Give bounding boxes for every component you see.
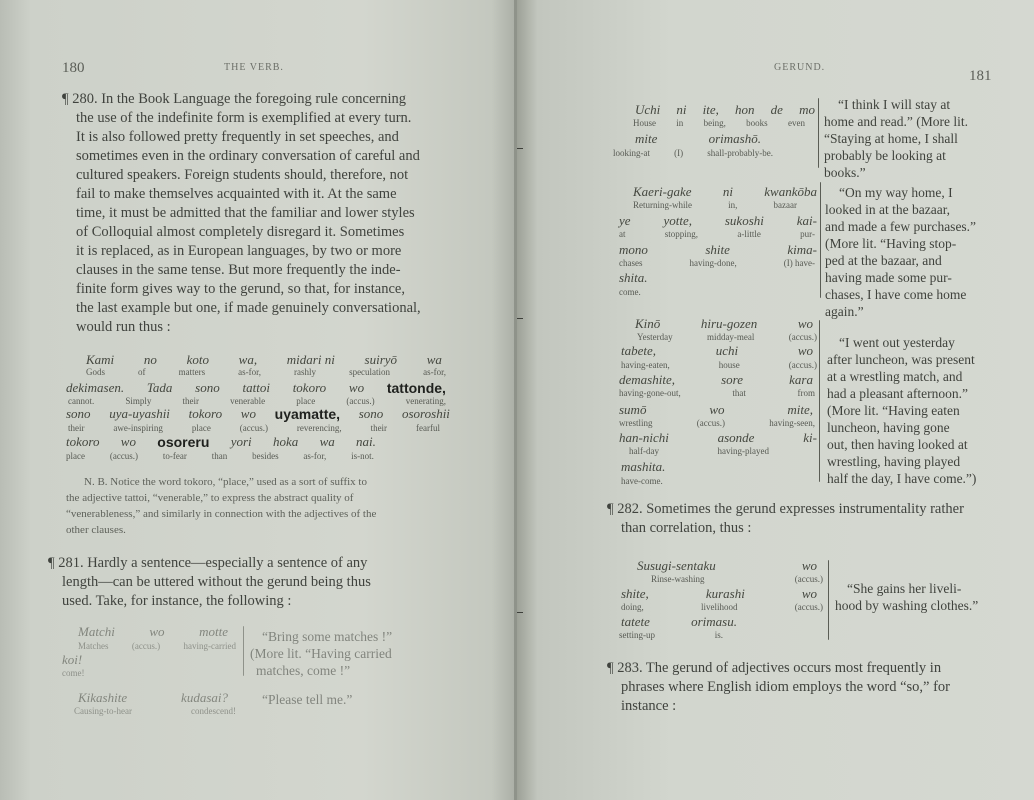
p282-line: than correlation, thus : — [621, 520, 752, 536]
jp-word: orimasu. — [691, 614, 737, 629]
jp-word: hoka — [272, 434, 299, 449]
gloss-word: having-gone-out, — [619, 388, 681, 398]
jp-word: nai. — [356, 434, 376, 449]
exC-gloss-line — [637, 332, 817, 342]
jp-word: wo — [709, 402, 725, 417]
p280-line: would run thus : — [76, 319, 171, 335]
jp-word: koto — [186, 352, 209, 367]
bracket — [828, 560, 829, 640]
jp-word: kai- — [796, 213, 817, 228]
jp-word: wo — [801, 558, 817, 573]
gloss-word: as-for, — [238, 367, 261, 377]
jp-word: Kikashite — [78, 690, 128, 705]
example1-gloss-line — [66, 451, 374, 461]
jp-word: yori — [230, 434, 252, 449]
example3-japanese-line — [78, 690, 228, 706]
p280-line: It is also followed pretty frequently in set speeches, and — [76, 129, 399, 145]
exC-japanese-line — [619, 402, 813, 418]
bracket — [819, 320, 820, 482]
gloss-word: (accus.) — [346, 396, 375, 406]
exA-translation — [824, 96, 1000, 181]
right-page — [517, 0, 1034, 800]
jp-word: hon — [735, 102, 755, 117]
gloss-word: (I) — [674, 148, 684, 158]
jp-word: wo — [348, 380, 365, 395]
exD-japanese-line — [621, 614, 737, 630]
jp-word: wa — [319, 434, 335, 449]
gloss-word: besides — [252, 451, 279, 461]
exB-gloss-line — [619, 287, 679, 297]
gloss-word: Matches — [78, 641, 109, 651]
example1-japanese-line — [66, 406, 450, 422]
gloss-word: from — [797, 388, 815, 398]
p280-line: time, it must be admitted that the familiar and lower styles — [76, 205, 415, 221]
translation-line: “Staying at home, I shall — [824, 131, 958, 146]
jp-word-bold: osoreru — [157, 434, 210, 450]
jp-word: kurashi — [705, 586, 745, 601]
gloss-word: (accus.) — [794, 574, 823, 584]
jp-word: sono — [195, 380, 220, 395]
example1-japanese-line — [66, 434, 376, 450]
jp-word: tokoro — [292, 380, 327, 395]
exC-japanese-line — [619, 372, 813, 388]
gloss-word: Yesterday — [637, 332, 673, 342]
translation-line: “I think I will stay at — [838, 97, 951, 112]
exB-japanese-line — [619, 242, 817, 258]
translation-line: “I went out yesterday — [839, 335, 955, 350]
gloss-word: having-eaten, — [621, 360, 670, 370]
paragraph-280 — [62, 90, 452, 337]
translation-line: “On my way home, I — [839, 185, 953, 200]
jp-word: Kami — [86, 352, 115, 367]
exC-japanese-line — [635, 316, 813, 332]
gloss-word: their — [182, 396, 200, 406]
jp-word: mono — [619, 242, 648, 257]
gloss-word: (I) have- — [783, 258, 815, 268]
jp-word: demashite, — [619, 372, 675, 387]
jp-word: ni — [722, 184, 733, 199]
exD-gloss-line — [621, 602, 823, 612]
nb-line: “venerableness,” and similarly in connection with the adjectives of the — [66, 508, 377, 520]
gloss-word: rashly — [294, 367, 317, 377]
jp-word: sore — [721, 372, 744, 387]
gloss-word: Gods — [86, 367, 106, 377]
jp-word: uchi — [715, 343, 739, 358]
gloss-word: (accus.) — [788, 360, 817, 370]
jp-word: hiru-gozen — [700, 316, 758, 331]
translation-line: wrestling, having played — [827, 454, 961, 469]
jp-word: ni — [676, 102, 687, 117]
jp-word: mashita. — [621, 459, 666, 474]
gloss-word: (accus.) — [696, 418, 725, 428]
gloss-word: (accus.) — [239, 423, 268, 433]
binding-stitch — [517, 318, 523, 319]
exC-japanese-line — [621, 459, 701, 475]
gloss-word: a-little — [737, 229, 761, 239]
translation-line: after luncheon, was present — [827, 352, 975, 367]
gloss-word: Simply — [125, 396, 152, 406]
exB-gloss-line — [619, 229, 815, 239]
example2-japanese-line — [78, 624, 228, 640]
exB-translation — [825, 184, 1003, 320]
p281-line: ¶ 281. Hardly a sentence—especially a sentence of any — [48, 555, 368, 571]
p282-line: ¶ 282. Sometimes the gerund expresses instrumentality rather — [607, 501, 964, 517]
gloss-word: as-for, — [303, 451, 327, 461]
translation-line: chases, I have come home — [825, 287, 967, 302]
example1-gloss-line — [86, 367, 446, 377]
translation-line: (More lit. “Having stop- — [825, 236, 957, 251]
gloss-word: looking-at — [613, 148, 650, 158]
binding-stitch — [517, 148, 523, 149]
gloss-word: place — [296, 396, 316, 406]
translation-line: had a pleasant afternoon.” — [827, 386, 968, 401]
gloss-word: is-not. — [351, 451, 374, 461]
p280-line: ¶ 280. In the Book Language the foregoing rule concerning — [62, 91, 406, 107]
exA-gloss-line — [613, 148, 773, 158]
p283-line: instance : — [621, 698, 677, 714]
gloss-word: (accus.) — [788, 332, 817, 342]
jp-word: tokoro — [66, 434, 100, 449]
jp-word: Kaeri-gake — [633, 184, 692, 199]
jp-word: mo — [799, 102, 815, 117]
running-head-right: GERUND. — [774, 62, 826, 73]
translation-line: out, then having looked at — [827, 437, 968, 452]
translation-line: books.” — [824, 165, 866, 180]
gloss-word: as-for, — [423, 367, 446, 377]
gloss-word: have-come. — [621, 476, 663, 486]
jp-word: shita. — [619, 270, 648, 285]
translation-line: home and read.” (More lit. — [824, 114, 968, 129]
jp-word: Matchi — [78, 624, 115, 639]
jp-word: sono — [358, 406, 384, 421]
translation-line: ped at the bazaar, and — [825, 253, 942, 268]
jp-word: Kinō — [635, 316, 661, 331]
gloss-word: having-done, — [689, 258, 737, 268]
jp-word: koi! — [62, 652, 83, 667]
jp-word: wo — [240, 406, 256, 421]
jp-word: ki- — [803, 430, 817, 445]
exC-gloss-line — [619, 418, 815, 428]
translation-line: luncheon, having gone — [827, 420, 950, 435]
exC-gloss-line — [621, 360, 817, 370]
gloss-word: doing, — [621, 602, 644, 612]
jp-word-bold: uyamatte, — [274, 406, 341, 422]
example1-gloss-line — [68, 396, 446, 406]
gloss-word: place — [191, 423, 211, 433]
jp-word: wo — [149, 624, 165, 639]
gloss-word: at — [619, 229, 626, 239]
example2-japanese-line — [62, 652, 122, 668]
jp-word: shite, — [621, 586, 649, 601]
exB-japanese-line — [633, 184, 817, 200]
gloss-word: place — [66, 451, 85, 461]
jp-word: yotte, — [663, 213, 692, 228]
paragraph-282 — [607, 500, 1009, 538]
p281-line: length—can be uttered without the gerund being thus — [62, 574, 371, 590]
gloss-word: venerable — [230, 396, 266, 406]
gloss-word: reverencing, — [296, 423, 342, 433]
jp-word: mite — [635, 131, 658, 146]
translation-line: (More lit. “Having carried — [250, 646, 392, 661]
gloss-word: come! — [62, 668, 85, 678]
gloss-word: shall-probably-be. — [707, 148, 773, 158]
gloss-word: in — [676, 118, 684, 128]
jp-word: tatete — [621, 614, 650, 629]
gloss-word: midday-meal — [706, 332, 755, 342]
gloss-word: even — [787, 118, 805, 128]
jp-word: tattoi — [242, 380, 270, 395]
exD-translation — [835, 580, 1011, 614]
translation-line: “She gains her liveli- — [847, 581, 962, 596]
exB-japanese-line — [619, 270, 679, 286]
gloss-word: Rinse-washing — [651, 574, 705, 584]
gloss-word: speculation — [349, 367, 391, 377]
p280-line: the use of the indefinite form is exemplified at every turn. — [76, 110, 412, 126]
jp-word: asonde — [717, 430, 755, 445]
p280-line: sometimes even in the ordinary conversation of careful and — [76, 148, 420, 164]
nb-line: the adjective tattoi, “venerable,” to express the abstract quality of — [66, 492, 354, 504]
jp-word: orimashō. — [708, 131, 761, 146]
translation-line: matches, come !” — [256, 663, 351, 678]
example3-translation: “Please tell me.” — [262, 692, 353, 707]
binding-stitch — [517, 612, 523, 613]
exA-japanese-line — [635, 102, 815, 118]
jp-word: wa — [426, 352, 442, 367]
page-number-left: 180 — [62, 60, 85, 76]
gloss-word: books — [746, 118, 768, 128]
jp-word: ite, — [702, 102, 719, 117]
p280-line: the last example but one, if made genuinely conversational, — [76, 300, 421, 316]
gloss-word: setting-up — [619, 630, 655, 640]
example2-gloss-line — [78, 641, 236, 651]
jp-word: tabete, — [621, 343, 657, 358]
jp-word: mite, — [787, 402, 813, 417]
gloss-word: half-day — [629, 446, 659, 456]
gloss-word: having-seen, — [769, 418, 815, 428]
jp-word: midari ni — [286, 352, 335, 367]
gloss-word: condescend! — [191, 706, 236, 716]
jp-word: sukoshi — [724, 213, 764, 228]
translation-line: looked in at the bazaar, — [825, 202, 951, 217]
exA-gloss-line — [633, 118, 805, 128]
p280-line: of Colloquial almost completely disregard it. Sometimes — [76, 224, 405, 240]
exD-japanese-line — [637, 558, 817, 574]
jp-word: tokoro — [188, 406, 223, 421]
jp-word: han-nichi — [619, 430, 669, 445]
gloss-word: pur- — [800, 229, 815, 239]
exC-japanese-line — [621, 343, 813, 359]
translation-line: hood by washing clothes.” — [835, 598, 979, 613]
gloss-word: their — [68, 423, 85, 433]
p280-line: it is replaced, as in European languages, by two or more — [76, 243, 402, 259]
gloss-word: house — [718, 360, 740, 370]
jp-word: kara — [789, 372, 813, 387]
example2-translation — [250, 628, 450, 679]
example1-japanese-line — [86, 352, 442, 368]
exD-japanese-line — [621, 586, 817, 602]
example2-gloss-line — [62, 668, 122, 678]
exC-gloss-line — [619, 388, 815, 398]
p283-line: phrases where English idiom employs the word “so,” for — [621, 679, 950, 695]
page-number-right: 181 — [969, 68, 992, 84]
p280-line: fail to make themselves acquainted with it. At the same — [76, 186, 397, 202]
gloss-word: (accus.) — [109, 451, 139, 461]
jp-word: wo — [797, 343, 813, 358]
gloss-word: venerating, — [405, 396, 446, 406]
translation-line: and made a few purchases.” — [825, 219, 977, 234]
jp-word: Tada — [146, 380, 173, 395]
p280-line: cultured speakers. Foreign students should, therefore, not — [76, 167, 409, 183]
jp-word: motte — [199, 624, 228, 639]
exB-gloss-line — [619, 258, 815, 268]
gloss-word: (accus.) — [794, 602, 823, 612]
translation-line: “Bring some matches !” — [262, 629, 393, 644]
gloss-word: their — [370, 423, 388, 433]
gloss-word: is. — [714, 630, 723, 640]
gloss-word: having-played — [717, 446, 769, 456]
example1-gloss-line — [68, 423, 440, 433]
jp-word-bold: tattonde, — [386, 380, 446, 396]
gloss-word: livelihood — [701, 602, 738, 612]
jp-word: de — [770, 102, 783, 117]
bracket — [820, 182, 821, 298]
gloss-word: matters — [178, 367, 206, 377]
gloss-word: (accus.) — [131, 641, 161, 651]
gloss-word: being, — [703, 118, 726, 128]
running-head-left: THE VERB. — [224, 62, 284, 73]
paragraph-283 — [607, 659, 1011, 716]
gloss-word: having-carried — [183, 641, 236, 651]
nb-line: N. B. Notice the word tokoro, “place,” used as a sort of suffix to — [84, 476, 367, 488]
gloss-word: come. — [619, 287, 641, 297]
translation-line: again.” — [825, 304, 864, 319]
exA-japanese-line — [635, 131, 761, 147]
p280-line: clauses in the same tense. But more frequently the inde- — [76, 262, 401, 278]
jp-word: sono — [66, 406, 91, 421]
translation-line: (More lit. “Having eaten — [827, 403, 960, 418]
jp-word: kima- — [787, 242, 817, 257]
gloss-word: wrestling — [619, 418, 653, 428]
gloss-word: cannot. — [68, 396, 95, 406]
translation-line: half the day, I have come.”) — [827, 471, 977, 486]
gloss-word: that — [732, 388, 746, 398]
jp-word: wa, — [238, 352, 258, 367]
gloss-word: House — [633, 118, 656, 128]
jp-word: Susugi-sentaku — [637, 558, 716, 573]
example1-japanese-line — [66, 380, 446, 396]
jp-word: Uchi — [635, 102, 661, 117]
paragraph-281 — [48, 554, 450, 611]
exB-gloss-line — [633, 200, 797, 210]
jp-word: wo — [801, 586, 817, 601]
jp-word: shite — [705, 242, 730, 257]
gloss-word: fearful — [415, 423, 440, 433]
exD-gloss-line — [651, 574, 823, 584]
gloss-word: of — [138, 367, 146, 377]
gloss-word: in, — [728, 200, 738, 210]
bracket — [243, 626, 244, 676]
gloss-word: than — [211, 451, 228, 461]
gloss-word: awe-inspiring — [113, 423, 163, 433]
exC-gloss-line — [629, 446, 769, 456]
example3-gloss-line — [74, 706, 236, 716]
p280-line: finite form gives way to the gerund, so that, for instance, — [76, 281, 405, 297]
translation-line: probably be looking at — [824, 148, 946, 163]
gloss-word: bazaar — [773, 200, 797, 210]
exC-translation — [827, 334, 1005, 487]
exB-japanese-line — [619, 213, 817, 229]
exC-gloss-line — [621, 476, 701, 486]
jp-word: osoroshii — [402, 406, 450, 421]
jp-word: dekimasen. — [66, 380, 125, 395]
translation-line: at a wrestling match, and — [827, 369, 963, 384]
jp-word: ye — [619, 213, 631, 228]
gloss-word: stopping, — [664, 229, 699, 239]
nota-bene — [66, 474, 450, 538]
nb-line: other clauses. — [66, 524, 126, 536]
p281-line: used. Take, for instance, the following : — [62, 593, 292, 609]
exD-gloss-line — [619, 630, 723, 640]
jp-word: kwankōba — [764, 184, 817, 199]
jp-word: kudasai? — [181, 690, 228, 705]
gloss-word: Causing-to-hear — [74, 706, 132, 716]
jp-word: wo — [120, 434, 136, 449]
gloss-word: to-fear — [162, 451, 187, 461]
exC-japanese-line — [619, 430, 817, 446]
jp-word: sumō — [619, 402, 647, 417]
jp-word: suiryō — [364, 352, 398, 367]
jp-word: no — [143, 352, 157, 367]
jp-word: uya-uyashii — [109, 406, 170, 421]
p283-line: ¶ 283. The gerund of adjectives occurs most frequently in — [607, 660, 942, 676]
bracket — [818, 98, 819, 168]
translation-line: having made some pur- — [825, 270, 952, 285]
jp-word: wo — [797, 316, 813, 331]
gloss-word: Returning-while — [633, 200, 692, 210]
gloss-word: chases — [619, 258, 643, 268]
